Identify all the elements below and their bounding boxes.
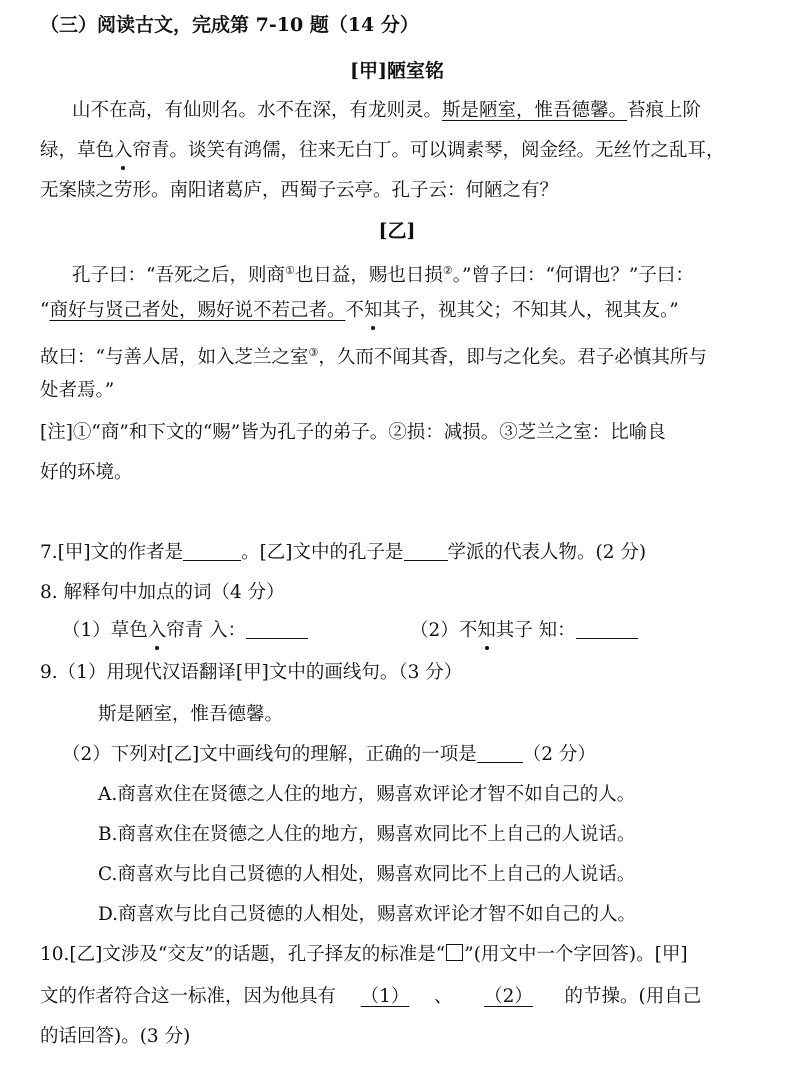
passage-b-line-3 bbox=[40, 340, 707, 371]
option-a: A.商喜欢住在贤德之人住的地方，赐喜欢评论才智不如自己的人。 bbox=[98, 784, 636, 805]
answer-blank[interactable] bbox=[576, 618, 638, 639]
answer-blank[interactable] bbox=[183, 540, 241, 561]
question-9: 9.（1）用现代汉语翻译[甲]文中的画线句。（3 分） bbox=[40, 662, 463, 683]
text-span: 其子 知： bbox=[495, 620, 576, 641]
question-8-1 bbox=[62, 618, 308, 644]
text-span: （2 分） bbox=[522, 744, 596, 765]
text-span: 山不在高，有仙则名。水不在深，有龙则灵。 bbox=[72, 100, 443, 121]
answer-blank[interactable] bbox=[246, 618, 308, 639]
passage-b-line-1 bbox=[72, 258, 694, 289]
question-8-2 bbox=[410, 618, 638, 644]
text-span: （1）草色 bbox=[62, 620, 148, 641]
underlined-sentence-b: 商好与贤己者处，赐好说不若己者。 bbox=[49, 300, 346, 321]
text-span: 。”曾子曰：“何谓也？”子曰： bbox=[452, 265, 694, 287]
option-d: D.商喜欢与比自己贤德的人相处，赐喜欢评论才智不如自己的人。 bbox=[98, 904, 637, 925]
dotted-word-zhi: 知 bbox=[477, 620, 496, 641]
text-span: （2）下列对[乙]文中画线句的理解，正确的一项是 bbox=[62, 744, 477, 765]
passage-a-line-1 bbox=[72, 98, 701, 124]
text-span: 7.[甲]文的作者是 bbox=[40, 542, 184, 563]
text-span: 不 bbox=[345, 300, 364, 321]
text-span: （2）不 bbox=[410, 620, 478, 641]
text-span: 孔子曰：“吾死之后，则商 bbox=[72, 265, 285, 287]
text-span: 学派的代表人物。(2 分) bbox=[447, 542, 647, 563]
answer-blank[interactable] bbox=[404, 540, 448, 561]
passage-a-line-2 bbox=[40, 138, 725, 164]
question-9-2 bbox=[62, 742, 596, 768]
underlined-sentence-a: 斯是陋室，惟吾德馨。 bbox=[442, 100, 628, 121]
passage-b-title: [乙] bbox=[378, 220, 416, 242]
text-span: 帘青 入： bbox=[166, 620, 247, 641]
text-span: 故曰：“与善人居，如入芝兰之室 bbox=[40, 347, 309, 369]
text-span: 10.[乙]文涉及“交友”的话题，孔子择友的标准是“ bbox=[40, 944, 446, 965]
option-b: B.商喜欢住在贤德之人住的地方，赐喜欢同比不上自己的人说话。 bbox=[98, 824, 636, 845]
note-line-1: [注]①“商”和下文的“赐”皆为孔子的弟子。②损：减损。③芝兰之室：比喻良 bbox=[40, 422, 666, 443]
text-span: ，久而不闻其香，即与之化矣。君子必慎其所与 bbox=[318, 347, 707, 369]
text-span: 。[乙]文中的孔子是 bbox=[241, 542, 404, 563]
dotted-word-ru: 入 bbox=[114, 140, 133, 161]
answer-blank[interactable] bbox=[477, 742, 523, 763]
question-7 bbox=[40, 540, 646, 566]
text-span: 绿，草色 bbox=[40, 140, 115, 161]
text-span: 苔痕上阶 bbox=[627, 100, 702, 121]
dotted-word-zhi: 知 bbox=[364, 300, 383, 321]
question-9-sentence: 斯是陋室，惟吾德馨。 bbox=[98, 704, 284, 725]
option-c: C.商喜欢与比自己贤德的人相处，赐喜欢同比不上自己的人说话。 bbox=[98, 864, 636, 885]
dotted-word-ru: 入 bbox=[147, 620, 167, 641]
passage-b-line-2 bbox=[40, 298, 679, 324]
question-10-line-3: 的话回答)。(3 分) bbox=[40, 1026, 191, 1047]
footnote-mark: ③ bbox=[308, 346, 319, 359]
passage-a-title: [甲]陋室铭 bbox=[350, 60, 444, 82]
passage-a-line-3: 无案牍之劳形。南阳诸葛庐，西蜀子云亭。孔子云：何陋之有？ bbox=[40, 180, 559, 201]
question-10-line-2 bbox=[40, 984, 701, 1010]
section-title: （三）阅读古文，完成第 7-10 题（14 分） bbox=[40, 14, 419, 36]
answer-box[interactable] bbox=[446, 944, 463, 961]
question-10-line-1 bbox=[40, 942, 688, 968]
text-span: 文的作者符合这一标准，因为他具有 bbox=[40, 986, 337, 1007]
text-span: “ bbox=[40, 300, 50, 321]
text-span: 的节操。(用自己 bbox=[564, 986, 702, 1007]
text-span: ”(用文中一个字回答)。[甲] bbox=[464, 944, 688, 965]
footnote-mark: ① bbox=[284, 264, 295, 277]
answer-blank-2[interactable]: （2） bbox=[484, 986, 533, 1007]
passage-b-line-4: 处者焉。” bbox=[40, 380, 115, 401]
text-span: 帘青。谈笑有鸿儒，往来无白丁。可以调素琴，阅金经。无丝竹之乱耳， bbox=[132, 140, 725, 161]
footnote-mark: ② bbox=[442, 264, 453, 277]
text-span: 、 bbox=[434, 986, 453, 1007]
question-8: 8. 解释句中加点的词（4 分） bbox=[40, 582, 285, 603]
text-span: 其子，视其父；不知其人，视其友。” bbox=[382, 300, 679, 321]
answer-blank-1[interactable]: （1） bbox=[360, 986, 410, 1007]
note-line-2: 好的环境。 bbox=[40, 462, 133, 483]
text-span: 也日益，赐也日损 bbox=[294, 265, 443, 287]
